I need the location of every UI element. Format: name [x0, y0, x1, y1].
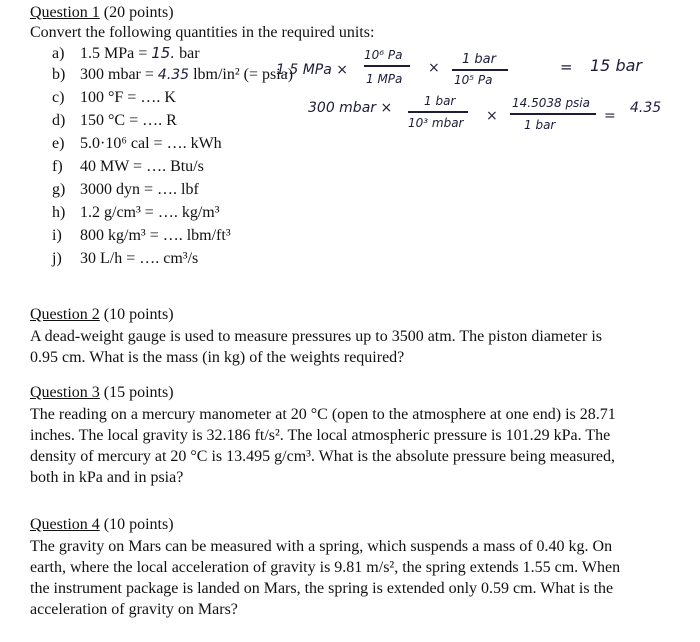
q1-item-i: [52, 227, 231, 245]
hw-a-equals: =: [560, 58, 573, 76]
q4-title-number: Question 4: [30, 516, 100, 533]
hw-b-result: 4.35: [630, 100, 662, 116]
item-label: i): [52, 227, 62, 244]
item-text: 30 L/h = …. cm³/s: [80, 250, 199, 267]
item-text: 1.2 g/cm³ = …. kg/m³: [80, 204, 220, 221]
hw-b-start: 300 mbar ×: [308, 100, 393, 116]
hw-a-frac2-den: 10⁵ Pa: [454, 73, 493, 87]
q1-title-number: Question 1: [30, 4, 100, 21]
handwritten-answer-b: 4.35: [157, 67, 190, 83]
item-rest: bar: [175, 45, 200, 62]
q1-title-points: (20 points): [99, 4, 174, 21]
hw-a-frac1-num: 10⁶ Pa: [364, 48, 403, 62]
item-label: a): [52, 45, 65, 62]
fraction-bar: [452, 69, 508, 71]
q2-body: A dead-weight gauge is used to measure pressures up to 3500 atm. The piston diameter is 0.95 cm. What is the mass (in kg) of the weights required?: [30, 328, 603, 366]
item-text: 100 °F = …. K: [80, 89, 176, 106]
item-label: c): [52, 89, 65, 106]
q2-title-points: (10 points): [99, 306, 174, 323]
item-text: 40 MW = …. Btu/s: [80, 158, 204, 175]
q1-instruction: Convert the following quantities in the required units:: [30, 24, 375, 41]
hw-a-frac1-den: 1 MPa: [366, 72, 403, 86]
q1-item-c: [52, 89, 176, 107]
hw-b-frac1-den: 10³ mbar: [408, 116, 464, 130]
q1-item-g: [52, 181, 199, 199]
item-label: j): [52, 250, 62, 267]
q1-item-h: [52, 204, 220, 222]
item-text: 3000 dyn = …. lbf: [80, 181, 199, 198]
hw-a-start: 1.5 MPa ×: [276, 62, 348, 78]
item-text: 150 °C = …. R: [80, 112, 177, 129]
fraction-bar: [510, 113, 596, 115]
item-text: 1.5 MPa =: [80, 45, 152, 62]
q1-item-e: [52, 135, 222, 153]
q3-title-points: (15 points): [99, 384, 174, 401]
handwritten-answer-a: 15.: [151, 44, 176, 62]
fraction-bar: [408, 111, 468, 113]
q4-title: [30, 516, 174, 534]
q3-title-number: Question 3: [30, 384, 100, 401]
item-rest: lbm/in² (= psia): [189, 66, 294, 83]
item-label: d): [52, 112, 66, 129]
q2-title-number: Question 2: [30, 306, 100, 323]
q1-item-d: [52, 112, 177, 130]
hw-b-frac1-num: 1 bar: [424, 94, 456, 108]
q1-item-j: [52, 250, 198, 268]
q1-title: [30, 4, 174, 22]
item-text: 800 kg/m³ = …. lbm/ft³: [80, 227, 231, 244]
fraction-bar: [364, 65, 410, 67]
hw-b-equals: =: [604, 108, 616, 124]
hw-b-times: ×: [486, 108, 498, 124]
item-label: f): [52, 158, 63, 175]
item-text: 5.0·10⁶ cal = …. kWh: [80, 135, 222, 152]
item-label: e): [52, 135, 65, 152]
item-label: g): [52, 181, 66, 198]
q1-item-b: [52, 66, 293, 84]
item-text: 300 mbar =: [80, 66, 158, 83]
hw-b-frac2-den: 1 bar: [524, 118, 556, 132]
q3-body: The reading on a mercury manometer at 20 °C (open to the atmosphere at one end) is 28.71 inches. The local gravity is 32.186 ft/s². The local atmospheric pressure is 101.29 kPa. The density of mercury at 20 °C is 13.495 g/cm³. What is the absolute pressure being measured, both in kPa and in psia?: [30, 406, 616, 486]
hw-b-frac2-num: 14.5038 psia: [512, 96, 590, 110]
q4-body: The gravity on Mars can be measured with a spring, which suspends a mass of 0.40 kg. On earth, where the local acceleration of gravity is 9.81 m/s², the spring extends 1.55 cm. When the instrument package is landed on Mars, the spring is extended only 0.59 cm. What is the acceleration of gravity on Mars?: [30, 538, 621, 618]
q1-item-f: [52, 158, 204, 176]
item-label: b): [52, 66, 66, 83]
hw-a-times: ×: [428, 60, 440, 76]
hw-a-result: 15 bar: [590, 56, 642, 75]
q1-item-a: [52, 44, 200, 63]
q3-title: [30, 384, 174, 402]
q4-title-points: (10 points): [99, 516, 174, 533]
hw-a-frac2-num: 1 bar: [462, 52, 496, 67]
q2-title: [30, 306, 174, 324]
item-label: h): [52, 204, 66, 221]
